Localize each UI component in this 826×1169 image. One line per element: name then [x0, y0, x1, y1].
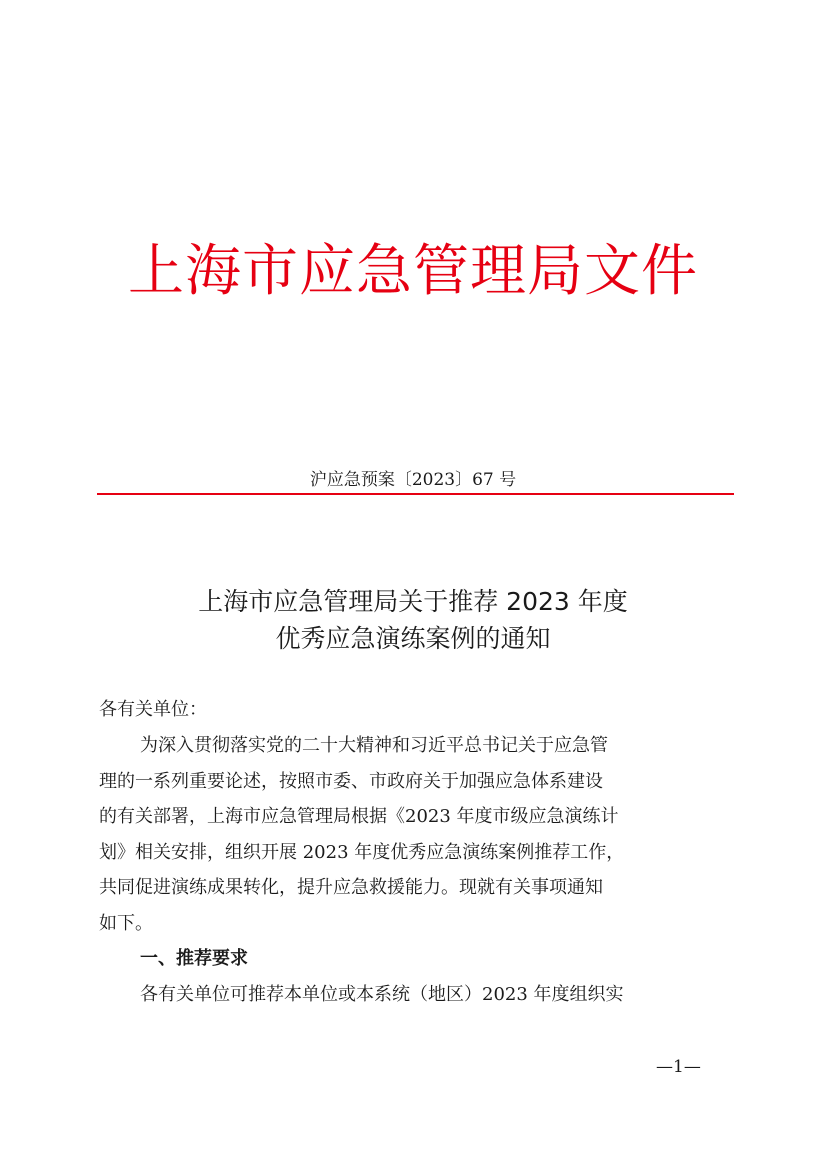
paragraph-line: 为深入贯彻落实党的二十大精神和习近平总书记关于应急管	[140, 735, 608, 756]
document-number: 沪应急预案〔2023〕67 号	[309, 470, 517, 490]
notice-title	[0, 583, 826, 657]
notice-title-line-1: 上海市应急管理局关于推荐 2023 年度	[198, 587, 628, 616]
paragraph-line: 共同促进演练成果转化，提升应急救援能力。现就有关事项通知	[99, 877, 603, 898]
page-number: —1—	[656, 1057, 701, 1077]
section-paragraph-line: 各有关单位可推荐本单位或本系统（地区）2023 年度组织实	[140, 984, 624, 1005]
intro-paragraph	[99, 728, 721, 941]
paragraph-line: 划》相关安排，组织开展 2023 年度优秀应急演练案例推荐工作，	[99, 841, 625, 863]
notice-title-line-2: 优秀应急演练案例的通知	[275, 624, 551, 653]
issuer-header-title: 上海市应急管理局文件	[128, 239, 698, 304]
red-divider-line	[97, 493, 734, 495]
salutation: 各有关单位：	[99, 699, 207, 720]
section-heading-recommendation-requirements: 一、推荐要求	[140, 948, 248, 969]
paragraph-line: 如下。	[99, 912, 153, 934]
paragraph-line: 理的一系列重要论述，按照市委、市政府关于加强应急体系建设	[99, 770, 603, 792]
paragraph-line: 的有关部署，上海市应急管理局根据《2023 年度市级应急演练计	[99, 806, 619, 827]
